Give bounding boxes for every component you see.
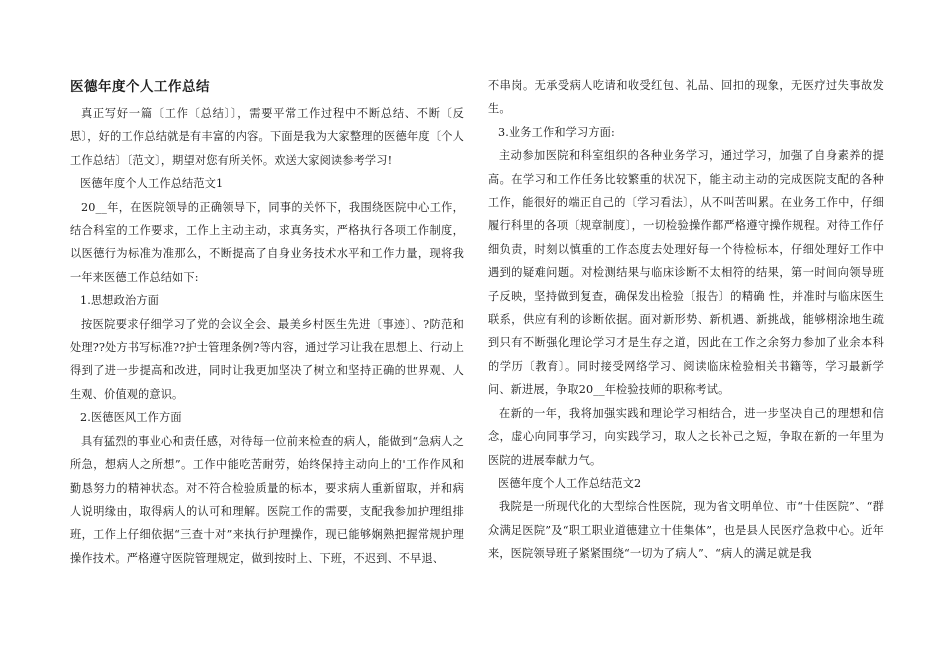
section-heading-sample-1: 医德年度个人工作总结范文1 (80, 177, 224, 191)
section-heading-sample-2: 医德年度个人工作总结范文2 (498, 476, 642, 490)
body-paragraph: 具有猛烈的事业心和责任感，对待每一位前来检查的病人，能做到“急病人之所急，想病人之所想”。工作中能吃苦耐劳，始终保持主动向上的'工作作风和勤恳努力的精神状态。对不符合检验质量的标本，要求病人重新留取，并和病人说明缘由，取得病人的认可和理解。医院工作的需要，支配我参加护理组排班，工作上仔细依据“三查十对”来执行护理操作，现已能够娴熟把握常规护理操作技术。严格遵守医院管理规定，做到按时上、下班，不迟到、不早退、 (70, 434, 464, 565)
subheading-business: 3.业务工作和学习方面: (498, 125, 615, 139)
intro-paragraph: 真正写好一篇〔工作〔总结〕〕，需要平常工作过程中不断总结、不断〔反思〕，好的工作总结就是有丰富的内容。下面是我为大家整理的医德年度〔个人工作总结〕〔范文〕，期望对您有所关怀。欢送大家阅读参考学习! (70, 107, 464, 167)
body-paragraph: 我院是一所现代化的大型综合性医院，现为省文明单位、市“十佳医院”、“群众满足医院”及“职工职业道德建立十佳集体”，也是县人民医疗急救中心。近年来，医院领导班子紧紧围绕“一切为了病人”、“病人的满足就是我 (488, 500, 884, 561)
body-paragraph: 在新的一年，我将加强实践和理论学习相结合，进一步坚决自己的理想和信念，虚心向同事学习，向实践学习，取人之长补己之短，争取在新的一年里为医院的进展奉献力气。 (488, 406, 884, 467)
left-column (70, 72, 464, 570)
body-paragraph: 20__年，在医院领导的正确领导下，同事的关怀下，我围绕医院中心工作，结合科室的工作要求，工作上主动主动，求真务实，严格执行各项工作制度，以医德行为标准为准那么，不断提高了自身业务技术水平和工作力量，现将我一年来医德工作总结如下: (70, 200, 464, 284)
body-paragraph: 按医院要求仔细学习了党的会议全会、最美乡村医生先进〔事迹〕、?防范和处理??处方书写标准??护士管理条例?等内容，通过学习让我在思想上、行动上得到了进一步提高和改进，同时让我更加坚决了树立和坚持正确的世界观、人生观、价值观的意识。 (70, 317, 464, 401)
document-title: 医德年度个人工作总结 (70, 79, 210, 95)
subheading-ethics: 2.医德医风工作方面 (80, 411, 182, 425)
body-paragraph: 主动参加医院和科室组织的各种业务学习，通过学习，加强了自身素养的提高。在学习和工作任务比较繁重的状况下，能主动主动的完成医院支配的各种工作，能很好的端正自己的〔学习看法〕，从不叫苦叫累。在业务工作中，仔细履行科里的各项〔规章制度〕，一切检验操作都严格遵守操作规程。对待工作仔细负责，时刻以慎重的工作态度去处理好每一个待检标本，仔细处理好工作中遇到的疑难问题。对检测结果与临床诊断不太相符的结果，第一时间向领导班子反映，坚持做到复查，确保发出检验〔报告〕的精确 性，并准时与临床医生联系，供应有利的诊断依据。面对新形势、新机遇、新挑战，能够栩涂地生疏到只有不断强化理论学习才是生存之道，因此在工作之余努力参加了业余本科的学历〔教育〕。同时接受网络学习、阅读临床检验相关书籍等，学习最新学问、新进展，争取20__年检验技师的职称考试。 (488, 149, 884, 397)
body-paragraph-continued: 不串岗。无承受病人吃请和收受红包、礼品、回扣的现象，无医疗过失事故发生。 (488, 79, 884, 116)
right-column (488, 74, 884, 566)
subheading-political: 1.思想政治方面 (80, 294, 159, 308)
